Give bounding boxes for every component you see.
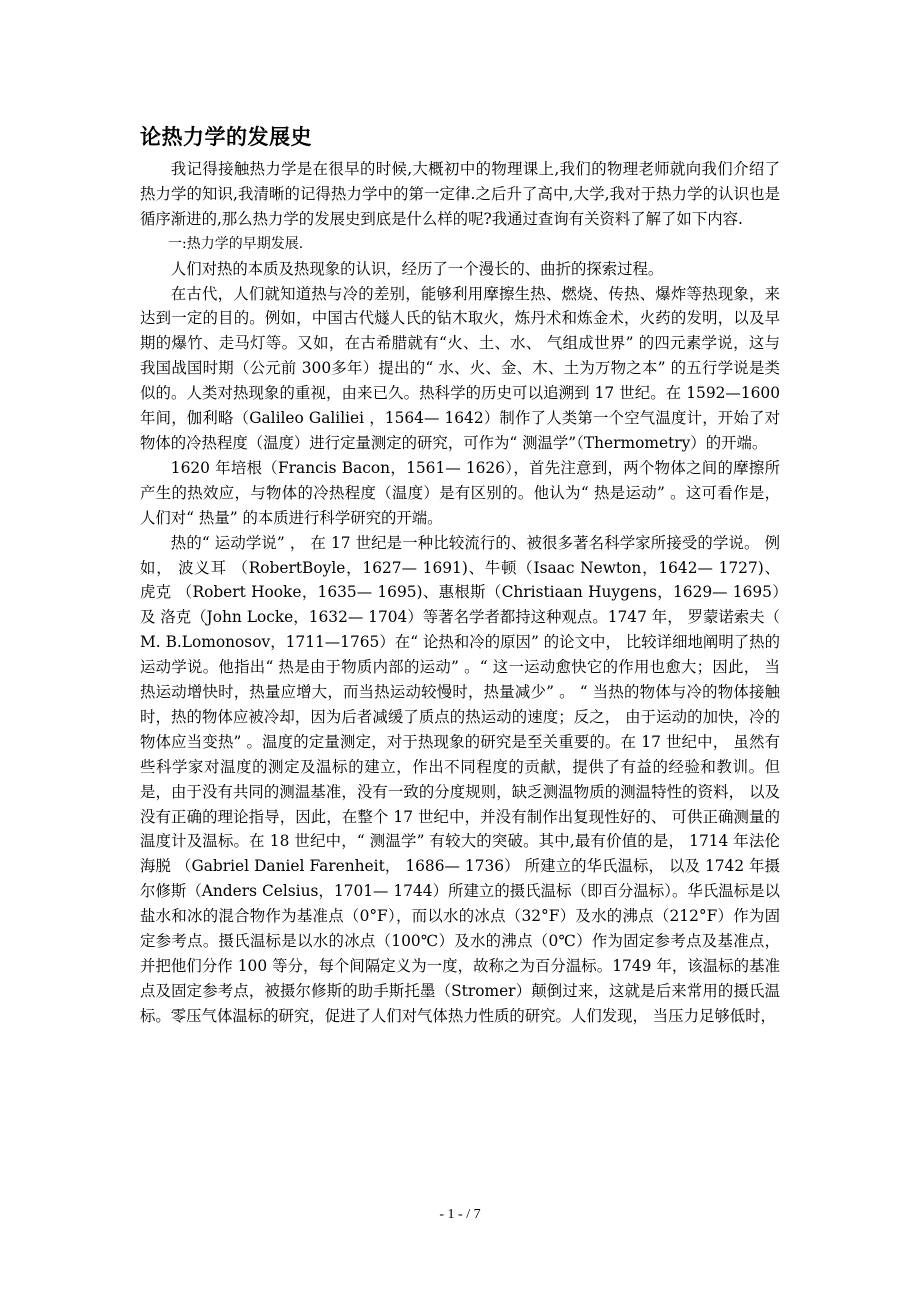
paragraph-intro: 我记得接触热力学是在很早的时候,大概初中的物理课上,我们的物理老师就向我们介绍了热力学的知识,我清晰的记得热力学中的第一定律.之后升了高中,大学,我对于热力学的认识也是循序渐进的,那么热力学的发展史到底是什么样的呢?我通过查询有关资料了解了如下内容.: [140, 160, 780, 228]
page-number: - 1 - / 7: [439, 1207, 481, 1222]
document-body: [140, 157, 780, 1029]
document-title: 论热力学的发展史: [140, 125, 312, 149]
section-heading-early-development: 一:热力学的早期发展.: [168, 235, 304, 252]
paragraph-bacon: 1620 年培根（Francis Bacon，1561— 1626），首先注意到，两个物体之间的摩擦所产生的热效应，与物体的冷热程度（温度）是有区别的。他认为“ 热是运动” 。这可看作是，人们对“ 热量” 的本质进行科学研究的开端。: [140, 458, 780, 527]
paragraph-heat-nature: 人们对热的本质及热现象的认识，经历了一个漫长的、曲折的探索过程。: [170, 259, 664, 278]
paragraph-motion-theory: 热的“ 运动学说” ， 在 17 世纪是一种比较流行的、被很多著名科学家所接受的学说。 例如， 波义耳 （RobertBoyle，1627— 1691)、牛顿（Isaac Newton，1642— 1727)、 虎克 （Robert Hooke，1635— 1695)、惠根斯（Christiaan Huygens，1629— 1695）及 洛克（John Locke，1632— 1704）等著名学者都持这种观点。1747 年， 罗蒙诺索夫（ M. B.Lomonosov，1711—1765）在“ 论热和冷的原因” 的论文中， 比较详细地阐明了热的运动学说。他指出“ 热是由于物质内部的运动” 。“ 这一运动愈快它的作用也愈大；因此， 当热运动增快时，热量应增大，而当热运动较慢时，热量减少” 。 “ 当热的物体与冷的物体接触时，热的物体应被冷却，因为后者减缓了质点的热运动的速度；反之， 由于运动的加快，冷的物体应当变热” 。温度的定量测定，对于热现象的研究是至关重要的。在 17 世纪中， 虽然有些科学家对温度的测定及温标的建立，作出不同程度的贡献，提供了有益的经验和教训。但是，由于没有共同的测温基准，没有一致的分度规则，缺乏测温物质的测温特性的资料， 以及没有正确的理论指导，因此，在整个 17 世纪中，并没有制作出复现性好的、 可供正确测量的温度计及温标。在 18 世纪中，“ 测温学” 有较大的突破。其中,最有价值的是， 1714 年法伦海脱 （Gabriel Daniel Farenheit， 1686— 1736） 所建立的华氏温标， 以及 1742 年摄尔修斯（Anders Celsius，1701— 1744）所建立的摄氏温标（即百分温标）。华氏温标是以盐水和冰的混合物作为基准点（0°F），而以水的冰点（32°F）及水的沸点（212°F）作为固定参考点。摄氏温标是以水的冰点（100℃）及水的沸点（0℃）作为固定参考点及基准点，并把他们分作 100 等分，每个间隔定义为一度，故称之为百分温标。1749 年，该温标的基准点及固定参考点，被摄尔修斯的助手斯托墨（Stromer）颠倒过来，这就是后来常用的摄氏温标。零压气体温标的研究，促进了人们对气体热力性质的研究。人们发现， 当压力足够低时，: [140, 533, 780, 1025]
paragraph-ancient-times: 在古代，人们就知道热与冷的差别，能够利用摩擦生热、燃烧、传热、爆炸等热现象，来达到一定的目的。例如，中国古代燧人氏的钻木取火，炼丹术和炼金术，火药的发明，以及早期的爆竹、走马灯等。又如，在古希腊就有“火、土、水、 气组成世界” 的四元素学说，这与我国战国时期（公元前 300多年）提出的“ 水、火、金、木、土为万物之本” 的五行学说是类似的。人类对热现象的重视，由来已久。热科学的历史可以追溯到 17 世纪。在 1592—1600 年间，伽利略（Galileo Galiliei ，1564— 1642）制作了人类第一个空气温度计，开始了对物体的冷热程度（温度）进行定量测定的研究，可作为“ 测温学”（Thermometry）的开端。: [140, 284, 780, 452]
